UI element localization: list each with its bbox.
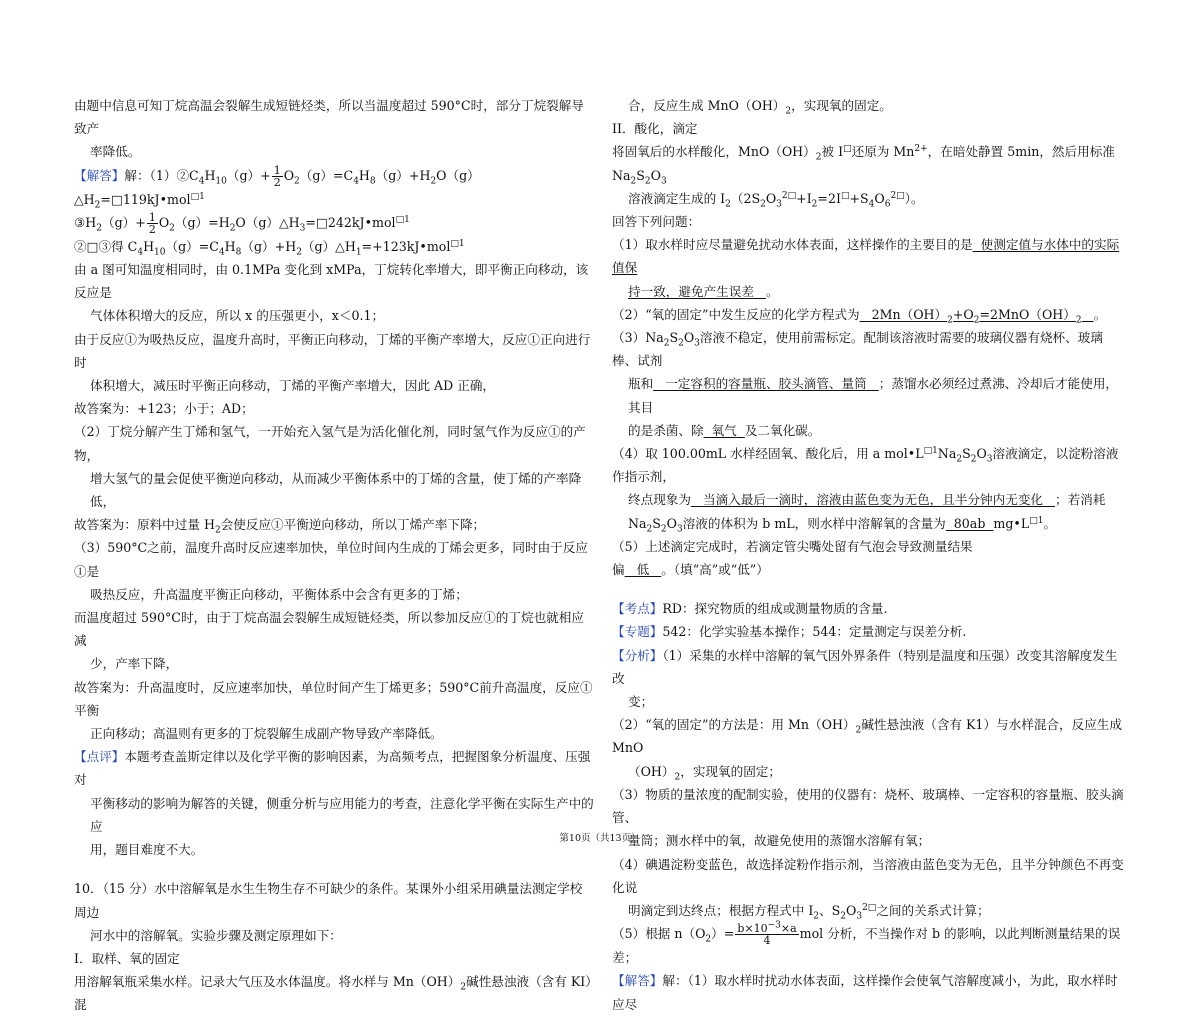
text-line: 平衡移动的影响为解答的关键，侧重分析与应用能力的考查，注意化学平衡在实际生产中的应	[90, 795, 594, 834]
text-line: 体积增大，减压时平衡正向移动，丁烯的平衡产率增大，因此 AD 正确，	[90, 378, 496, 394]
fenxi-line: 【分析】（1）采集的水样中溶解的氧气因外界条件（特别是温度和压强）改变其溶解度发生改	[612, 647, 1118, 686]
text-line: （5）根据 $n(O_2)=$ $\frac{b\times 10^{-3}\times a}{4}$ mol 分析，不当操作对 b 的影响，以此判断测量结果的误差；	[612, 920, 1121, 966]
text-line: 而温度超过 590°C时，由于丁烷高温会裂解生成短链烃类，所以参加反应①的丁烷也就相应减	[74, 610, 584, 649]
text-line: 气体体积增大的反应，所以 x 的压强更小，x＜0.1；	[90, 308, 385, 324]
text-line: 用，题目难度不大。	[90, 842, 204, 858]
zhuanti-tag: 【专题】	[612, 624, 663, 640]
answer-line: $(3)Na_2S_2O_3$溶液不稳定，使用前需标定。配制该溶液时需要的玻璃仪器有烧杯、玻璃棒、试剂	[612, 330, 1103, 369]
dianping-tag: 【点评】	[74, 749, 125, 765]
answer-blank: $2Mn(OH)_2+O_2=2MnO(OH)_2$	[871, 306, 1082, 326]
text-line: 用溶解氧瓶采集水样。记录大气压及水体温度。将水样与 $Mn(OH)_2$碱性悬浊液（含有 KI）混	[74, 974, 592, 1013]
answer-line: 瓶和 一定容积的容量瓶、胶头滴管、量筒 ；蒸馏水必须经过煮沸、冷却后才能使用，其目	[628, 376, 1118, 415]
answer-line: （1）取水样时应尽量避免扰动水体表面，这样操作的主要目的是 使测定值与水体中的实际值保	[612, 237, 1120, 276]
text-line: 由 a 图可知温度相同时，由 0.1MPa 变化到 xMPa，丁烷转化率增大，即平衡正向移动，该反应是	[74, 262, 589, 301]
text-line: 故答案为：升高温度时，反应速率加快，单位时间产生丁烯更多；590°C前升高温度，反应①平衡	[74, 679, 593, 718]
answer-line: $Na_2S_2O_3$溶液的体积为 b mL，则水样中溶解氧的含量为 80ab $mg•L^{□1}$。	[628, 515, 1057, 535]
fenxi-tag: 【分析】	[612, 647, 663, 663]
text-line: （3）590°C之前，温度升高时反应速率加快，单位时间内生成的丁烯会更多，同时由于反应①是	[74, 540, 588, 579]
text-line: （4）碘遇淀粉变蓝色，故选择淀粉作指示剂，当溶液由蓝色变为无色，且半分钟颜色不再变化说	[612, 856, 1124, 895]
comment-line: 【点评】本题考查盖斯定律以及化学平衡的影响因素，为高频考点，把握图象分析温度、压强对	[74, 749, 591, 788]
kaodian-line: 【考点】RD：探究物质的组成或测量物质的含量.	[612, 601, 888, 617]
fraction: $\frac{1}{2}$	[273, 163, 281, 189]
text-line: 由于反应①为吸热反应，温度升高时，平衡正向移动，丁烯的平衡产率增大，反应①正向进行时	[74, 331, 591, 370]
answer-line: （5）上述滴定完成时，若滴定管尖嘴处留有气泡会导致测量结果偏 低 。（填“高”或“低”）	[612, 538, 973, 578]
text-line: 明滴定到达终点；根据方程式中 $I_2$、$S_2O_3^{2□}$之间的关系式计算；	[628, 902, 990, 922]
text-line: 故答案为：原料中过量 $H_2$会使反应①平衡逆向移动，所以丁烯产率下降；	[74, 517, 486, 536]
text-line: （3）物质的量浓度的配制实验，使用的仪器有：烧杯、玻璃棒、一定容积的容量瓶、胶头滴管、	[612, 786, 1124, 826]
text-line: 率降低。	[90, 144, 141, 160]
text-line: （2）“氧的固定”的方法是：用 $Mn(OH)_2$碱性悬浊液（含有 K1）与水样混合，反应生成 MnO	[612, 717, 1122, 756]
answer-blank: 80ab	[953, 515, 986, 531]
fraction: $\frac{1}{2}$	[148, 210, 156, 236]
solution-line: 【解答】解：$(1)②C_4H_{10}(g)+$ $\frac{1}{2}$ $O_2(g)=C_4H_8(g)+H_2O(g)\triangle H_2=□119kJ•mol^{□1}$	[74, 163, 480, 211]
equation-line: ②□③得 $C_4H_{10}(g)=C_4H_8(g)+H_2(g)\triangle H_1=+123kJ•mol^{□1}$	[74, 238, 465, 258]
equation-line: $③H_2(g)+$ $\frac{1}{2}$ $O_2(g)=H_2O(g)\triangle H_3=□242kJ•mol^{□1}$	[74, 210, 410, 236]
answer-line: （2）“氧的固定”中发生反应的化学方程式为 $2Mn(OH)_2+O_2=2MnO(OH)_2$ 。	[612, 306, 1107, 326]
text-line: 由题中信息可知丁烷高温会裂解生成短链烃类，所以当温度超过 590°C时，部分丁烷裂解导致产	[74, 98, 584, 137]
answer-line: （4）取 100.00mL 水样经固氧、酸化后，用 a $mol•L^{□1}Na_2S_2O_3$溶液滴定，以淀粉溶液作指示剂，	[612, 445, 1119, 485]
text-line: $(OH)_2$，实现氧的固定；	[628, 763, 781, 783]
text-line: 吸热反应，升高温度平衡正向移动，平衡体系中会含有更多的丁烯；	[90, 586, 468, 602]
text-line: 河水中的溶解氧。实验步骤及测定原理如下：	[90, 927, 342, 943]
right-column	[612, 94, 1128, 1016]
left-column	[74, 94, 594, 1017]
page-footer: 第10页（共13页）	[559, 833, 641, 844]
text-line: 少，产率下降，	[90, 656, 179, 672]
jieda-tag: 【解答】	[74, 167, 125, 183]
jieda-tag: 【解答】	[612, 973, 663, 989]
kaodian-tag: 【考点】	[612, 601, 663, 617]
answer-line: 持一致，避免产生误差 。	[628, 283, 779, 299]
answer-line: 的是杀菌、除 氧气 及二氧化碳。	[628, 422, 821, 438]
text-line: 变；	[628, 694, 654, 710]
answer-blank: 使测定值与水体中的实际值保	[612, 237, 1120, 276]
question-title: 10．（15 分）水中溶解氧是水生生物生存不可缺少的条件。某课外小组采用碘量法测定学校周边	[74, 881, 583, 920]
text-line: 合，反应生成 $MnO(OH)_2$，实现氧的固定。	[628, 98, 892, 117]
text-line: 增大氢气的量会促使平衡逆向移动，从而减少平衡体系中的丁烯的含量，使丁烯的产率降低，	[90, 470, 582, 510]
fraction: $\frac{b\times 10^{-3}\times a}{4}$	[737, 920, 797, 948]
text-line: 回答下列问题：	[612, 214, 701, 230]
answer-line: 终点现象为 当滴入最后一滴时，溶液由蓝色变为无色，且半分钟内无变化 ；若消耗	[628, 492, 1106, 508]
text-line: 正向移动；高温则有更多的丁烷裂解生成副产物导致产率降低。	[90, 726, 443, 742]
text-line: 量筒；测水样中的氧，故避免使用的蒸馏水溶解有氧；	[628, 833, 931, 849]
step-heading: II．酸化，滴定	[612, 121, 698, 137]
text-line: 溶液滴定生成的 $I_2(2S_2O_3^{2□}+I_2=2I^□+S_4O_6^{2□})$。	[628, 190, 924, 210]
text-line: （2）丁烷分解产生丁烯和氢气，一开始充入氢气是为活化催化剂，同时氢气作为反应①的产物，	[74, 424, 586, 463]
zhuanti-line: 【专题】542：化学实验基本操作；544：定量测定与误差分析.	[612, 624, 967, 640]
step-heading: I．取样、氧的固定	[74, 950, 180, 966]
answer-blank: 一定容积的容量瓶、胶头滴管、量筒	[665, 376, 867, 392]
answer-blank: 当滴入最后一滴时，溶液由蓝色变为无色，且半分钟内无变化	[702, 492, 1044, 508]
text-line: 故答案为：+123；小于；AD；	[74, 401, 254, 417]
answer-blank: 持一致，避免产生误差	[628, 283, 754, 299]
text-line: 将固氧后的水样酸化，$MnO(OH)_2$被 I□还原为 $Mn^{2+}$，在暗处静置 5min，然后用标准 $Na_2S_2O_3$	[612, 144, 1115, 187]
solution-line: 【解答】解：（1）取水样时扰动水体表面，这样操作会使氧气溶解度减小，为此，取水样时应尽	[612, 973, 1118, 1012]
answer-blank: 低	[636, 562, 650, 578]
answer-blank: 氧气	[711, 422, 737, 438]
